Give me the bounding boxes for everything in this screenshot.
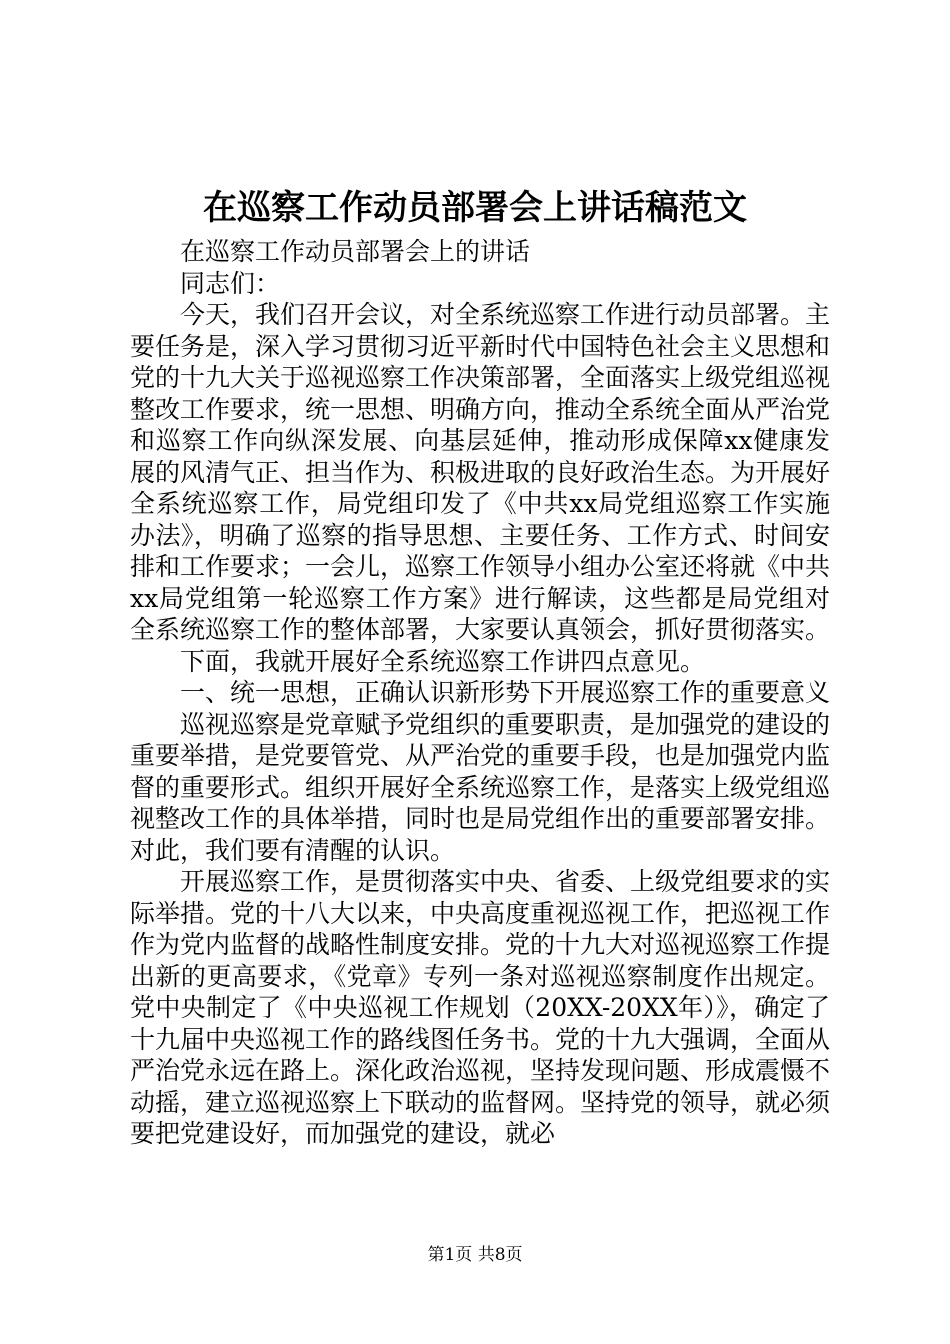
document-title: 在巡察工作动员部署会上讲话稿范文 xyxy=(203,188,747,228)
body-paragraph: 开展巡察工作，是贯彻落实中央、省委、上级党组要求的实际举措。党的十八大以来，中央高度重视巡视工作，把巡视工作作为党内监督的战略性制度安排。党的十九大对巡视巡察工作提出新的更高要求，《党章》专列一条对巡视巡察制度作出规定。党中央制定了《中央巡视工作规划（20XX-20XX年）》，确定了十九届中央巡视工作的路线图任务书。党的十九大强调，全面从严治党永远在路上。深化政治巡视，坚持发现问题、形成震慑不动摇，建立巡视巡察上下联动的监督网。坚持党的领导，就必须要把党建设好，而加强党的建设，就必 xyxy=(130,867,831,1148)
section-heading: 一、统一思想，正确认识新形势下开展巡察工作的重要意义 xyxy=(180,678,831,707)
body-paragraph: 今天，我们召开会议，对全系统巡察工作进行动员部署。主要任务是，深入学习贯彻习近平新时代中国特色社会主义思想和党的十九大关于巡视巡察工作决策部署，全面落实上级党组巡视整改工作要求，统一思想、明确方向，推动全系统全面从严治党和巡察工作向纵深发展、向基层延伸，推动形成保障xx健康发展的风清气正、担当作为、积极进取的良好政治生态。为开展好全系统巡察工作，局党组印发了《中共xx局党组巡察工作实施办法》，明确了巡察的指导思想、主要任务、工作方式、时间安排和工作要求；一会儿，巡察工作领导小组办公室还将就《中共xx局党组第一轮巡察工作方案》进行解读，这些都是局党组对全系统巡察工作的整体部署，大家要认真领会，抓好贯彻落实。 xyxy=(130,300,831,644)
subtitle-paragraph: 在巡察工作动员部署会上的讲话 xyxy=(180,237,531,266)
body-paragraph: 下面，我就开展好全系统巡察工作讲四点意见。 xyxy=(180,646,706,676)
body-paragraph: 巡视巡察是党章赋予党组织的重要职责，是加强党的建设的重要举措，是党要管党、从严治党的重要手段，也是加强党内监督的重要形式。组织开展好全系统巡察工作，是落实上级党组巡视整改工作的具体举措，同时也是局党组作出的重要部署安排。对此，我们要有清醒的认识。 xyxy=(130,709,831,865)
salutation-paragraph: 同志们： xyxy=(180,268,281,298)
document-body xyxy=(130,236,830,1150)
page-footer: 第1页 共8页 xyxy=(427,1245,523,1265)
